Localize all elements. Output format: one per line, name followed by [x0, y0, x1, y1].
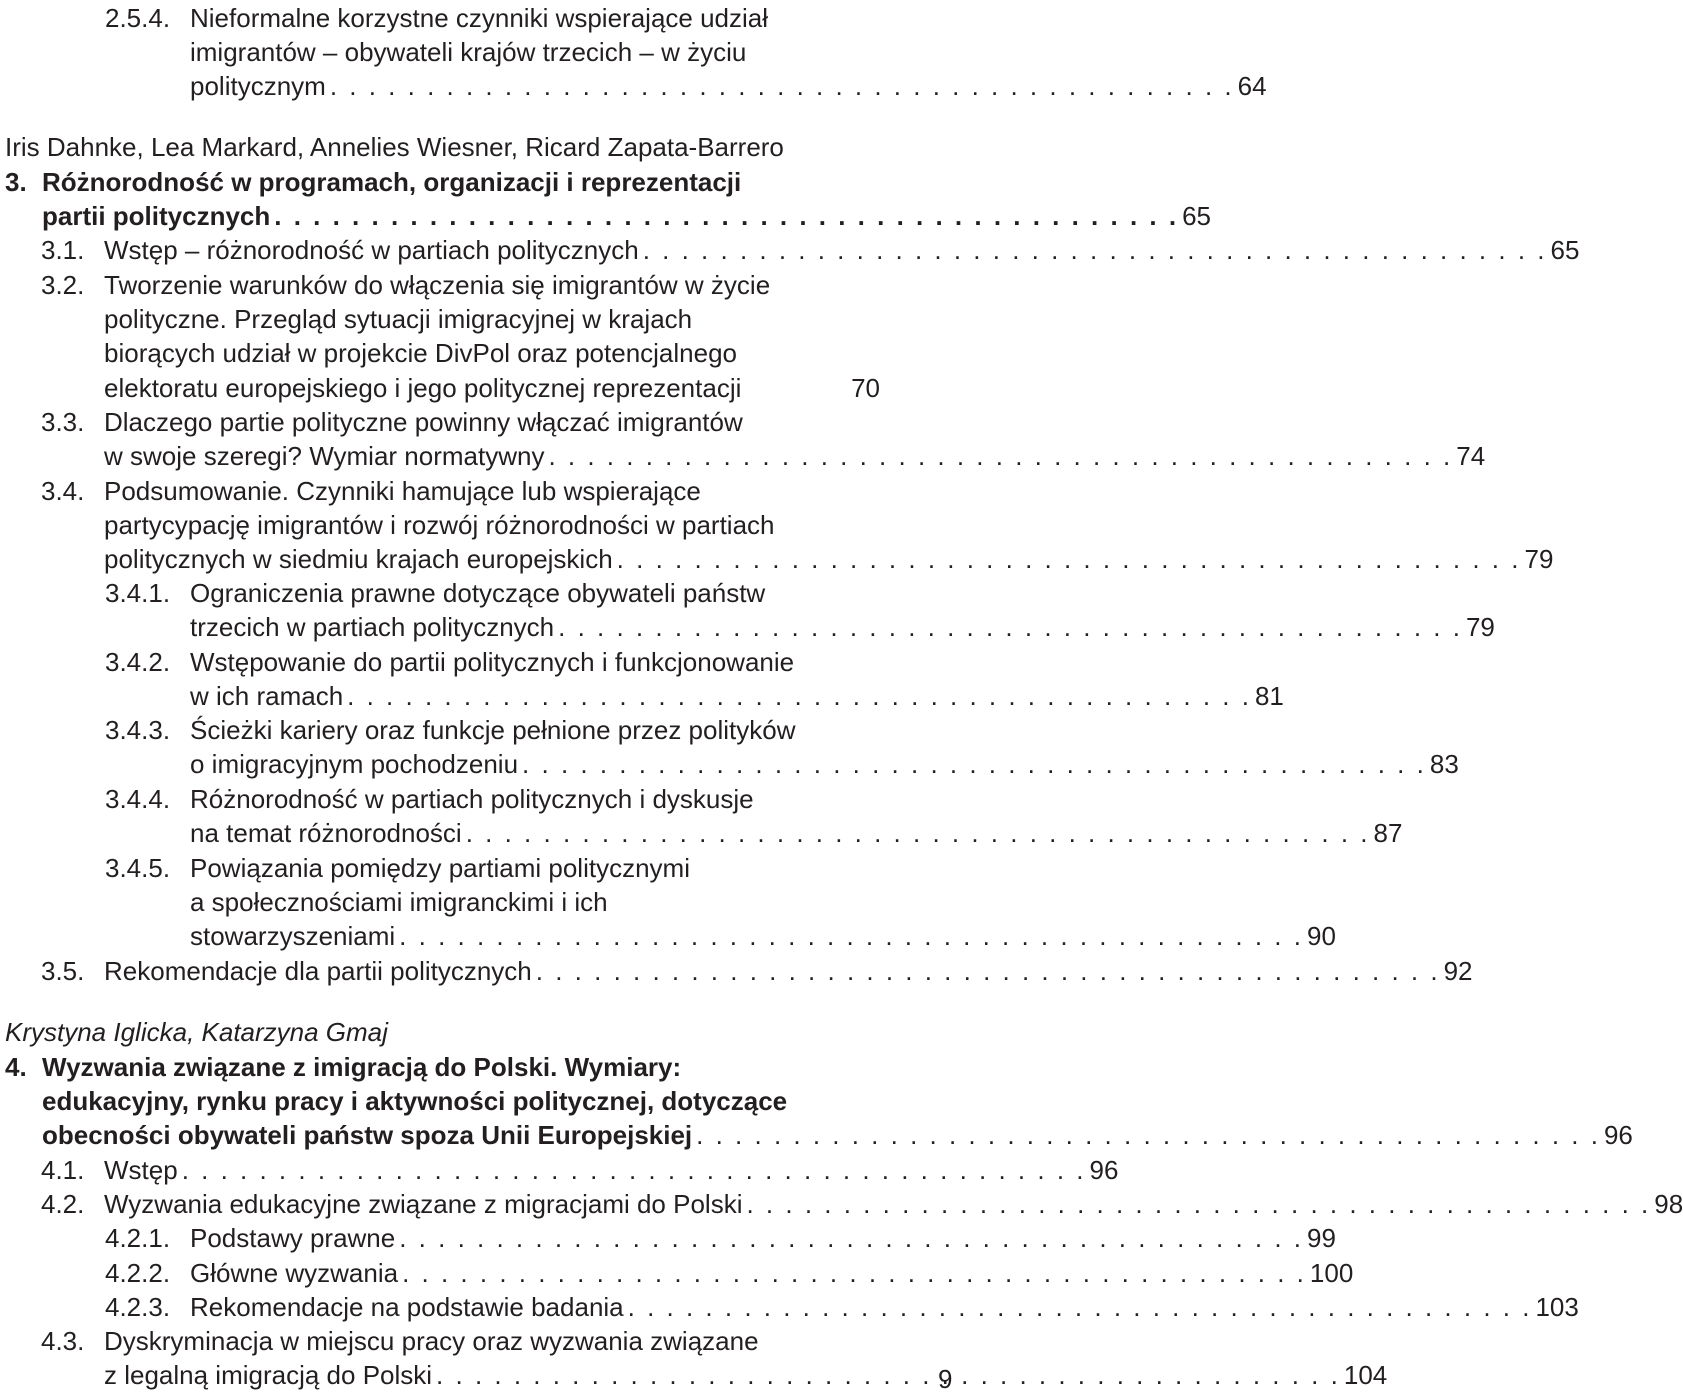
toc-entry-page: 65: [1550, 235, 1580, 265]
toc-entry: [41, 405, 1486, 473]
toc-entry-title-line: Wstęp – różnorodność w partiach politycznych: [104, 235, 639, 265]
dot-leader: [554, 610, 1466, 644]
toc-entry-page: 99: [1307, 1223, 1336, 1253]
toc-entry-title-line: Dyskryminacja w miejscu pracy oraz wyzwania związane: [104, 1326, 759, 1356]
toc-entry-title-line: Główne wyzwania: [190, 1258, 399, 1288]
toc-entry-title-line: partycypację imigrantów i rozwój różnorodności w partiach: [104, 510, 775, 541]
dot-leader: [326, 69, 1238, 103]
toc-entry-title-line: polityczne. Przegląd sytuacji imigracyjnej w krajach: [104, 304, 693, 335]
toc-entry-page: 79: [1465, 612, 1495, 643]
toc-entry-title-line: obecności obywateli państw spoza Unii Europejskiej: [42, 1120, 693, 1151]
toc-entry: [105, 1290, 1579, 1324]
toc-entry-title-line: Ścieżki kariery oraz funkcje pełnione przez polityków: [190, 715, 796, 745]
toc-entry: [105, 645, 1284, 713]
toc-entry-number: 3.: [5, 167, 27, 197]
chapter-authors: Krystyna Iglicka, Katarzyna Gmaj: [5, 1017, 388, 1047]
toc-entry-number: 3.4.2.: [105, 647, 171, 677]
toc-entry-title-line: Powiązania pomiędzy partiami politycznymi: [190, 853, 690, 883]
dot-leader: [624, 1290, 1536, 1324]
dot-leader: [742, 1187, 1654, 1221]
toc-entry-page: 83: [1429, 749, 1459, 780]
toc-entry-number: 4.2.2.: [105, 1258, 171, 1288]
toc-entry-title-line: Podsumowanie. Czynniki hamujące lub wspierające: [104, 476, 701, 506]
toc-entry: [105, 1221, 1336, 1255]
toc-entry: [105, 713, 1459, 781]
toc-entry: [41, 268, 880, 405]
toc-entry: [41, 1187, 1683, 1221]
toc-entry-page: 92: [1443, 956, 1473, 986]
toc-entry-title-line: Tworzenie warunków do włączenia się imigrantów w życie: [104, 270, 771, 300]
toc-entry-title-line: Różnorodność w programach, organizacji i reprezentacji: [42, 167, 742, 197]
dot-leader: [395, 1221, 1307, 1255]
toc-entry-title-line: politycznych w siedmiu krajach europejskich: [104, 544, 613, 575]
toc-entry-title-line: politycznym: [190, 71, 326, 102]
toc-entry-number: 4.2.3.: [105, 1292, 171, 1322]
toc-entry-number: 3.4.1.: [105, 578, 171, 608]
toc-entry: [41, 1153, 1119, 1187]
dot-leader: [544, 439, 1456, 473]
toc-entry-title-line: edukacyjny, rynku pracy i aktywności politycznej, dotyczące: [42, 1086, 788, 1117]
dot-leader: [343, 679, 1255, 713]
toc-entry-title-line: Nieformalne korzystne czynniki wspierające udział: [190, 3, 769, 33]
toc-entry-title-line: trzecich w partiach politycznych: [190, 612, 555, 643]
toc-entry-number: 4.1.: [41, 1155, 85, 1185]
toc-entry-number: 3.4.: [41, 476, 85, 506]
toc-entry-title-line: na temat różnorodności: [190, 818, 462, 849]
dot-leader: [692, 1118, 1604, 1152]
toc-entry-title-line: Wstęp: [104, 1155, 178, 1185]
toc-entry-title-line: Podstawy prawne: [190, 1223, 396, 1253]
dot-leader: [398, 1256, 1310, 1290]
toc-entry: [41, 474, 1554, 577]
toc-entry-number: 3.4.4.: [105, 784, 171, 814]
dot-leader: [432, 1358, 1344, 1392]
toc-entry-number: 2.5.4.: [105, 3, 171, 33]
toc-entry-page: 64: [1237, 71, 1267, 102]
toc-chapter-entry: [5, 1050, 1633, 1153]
toc-entry: [105, 1, 1267, 104]
page-number: 9: [938, 1364, 953, 1394]
toc-entry-title-line: Rekomendacje na podstawie badania: [190, 1292, 624, 1322]
toc-entry-page: 104: [1343, 1360, 1388, 1391]
toc-entry: [41, 233, 1580, 267]
toc-entry-title-line: Wstępowanie do partii politycznych i funkcjonowanie: [190, 647, 795, 677]
toc-entry-title-line: z legalną imigracją do Polski: [104, 1360, 433, 1391]
toc-entry-number: 4.2.1.: [105, 1223, 171, 1253]
toc-entry-title-line: w ich ramach: [190, 681, 344, 712]
toc-entry-number: 3.3.: [41, 407, 85, 437]
toc-entry-number: 3.4.5.: [105, 853, 171, 883]
toc-entry-title-line: w swoje szeregi? Wymiar normatywny: [104, 441, 545, 472]
toc-entry-title-line: Wyzwania związane z imigracją do Polski. Wymiary:: [42, 1052, 682, 1082]
toc-entry-page: 100: [1309, 1258, 1354, 1288]
dot-leader: [518, 747, 1430, 781]
dot-leader: [395, 919, 1307, 953]
dot-leader: [270, 199, 1182, 233]
dot-leader: [639, 233, 1551, 267]
toc-entry-number: 3.2.: [41, 270, 85, 300]
toc-entry-title-line: Różnorodność w partiach politycznych i dyskusje: [190, 784, 754, 814]
toc-entry: [105, 1256, 1354, 1290]
toc-entry-title-line: partii politycznych: [42, 201, 271, 232]
toc-entry-page: 96: [1603, 1120, 1633, 1151]
toc-entry-title-line: imigrantów – obywateli krajów trzecich – w życiu: [190, 37, 747, 68]
toc-entry-title-line: Rekomendacje dla partii politycznych: [104, 956, 532, 986]
dot-leader: [462, 816, 1374, 850]
toc-entry-number: 4.3.: [41, 1326, 85, 1356]
toc-entry: [105, 782, 1403, 850]
toc-entry: [41, 1324, 1388, 1392]
toc-entry-title-line: o imigracyjnym pochodzeniu: [190, 749, 519, 780]
toc-entry-page: 98: [1654, 1189, 1683, 1219]
toc-entry-page: 87: [1373, 818, 1403, 849]
toc-entry: [105, 576, 1495, 644]
toc-entry-page: 74: [1456, 441, 1486, 472]
chapter-authors: Iris Dahnke, Lea Markard, Annelies Wiesner, Ricard Zapata-Barrero: [5, 132, 784, 162]
toc-entry-page: 65: [1182, 201, 1211, 232]
dot-leader: [178, 1153, 1090, 1187]
toc-entry: [41, 954, 1473, 988]
dot-leader: [532, 954, 1444, 988]
toc-entry-title-line: a społecznościami imigranckimi i ich: [190, 887, 608, 918]
toc-entry-title-line: Wyzwania edukacyjne związane z migracjami do Polski: [104, 1189, 743, 1219]
toc-entry-title-line: Dlaczego partie polityczne powinny włączać imigrantów: [104, 407, 743, 437]
toc-entry: [105, 851, 1336, 954]
toc-chapter-entry: [5, 165, 1211, 233]
toc-entry-page: 103: [1535, 1292, 1579, 1322]
toc-entry-title-line: elektoratu europejskiego i jego politycznej reprezentacji: [104, 372, 742, 403]
toc-entry-number: 4.: [5, 1052, 27, 1082]
toc-entry-number: 4.2.: [41, 1189, 85, 1219]
toc-entry-title-line: biorących udział w projekcie DivPol oraz potencjalnego: [104, 338, 738, 369]
toc-entry-title-line: stowarzyszeniami: [190, 921, 396, 952]
toc-entry-page: 79: [1524, 544, 1554, 575]
toc-entry-page: 96: [1089, 1155, 1119, 1185]
toc-entry-number: 3.4.3.: [105, 715, 171, 745]
toc-entry-number: 3.1.: [41, 235, 85, 265]
toc-entry-number: 3.5.: [41, 956, 85, 986]
toc-entry-page: 81: [1254, 681, 1284, 712]
dot-leader: [613, 542, 1525, 576]
toc-entry-title-line: Ograniczenia prawne dotyczące obywateli państw: [190, 578, 766, 608]
toc-entry-page: 90: [1306, 921, 1336, 952]
toc-entry-page: 70: [851, 372, 880, 403]
